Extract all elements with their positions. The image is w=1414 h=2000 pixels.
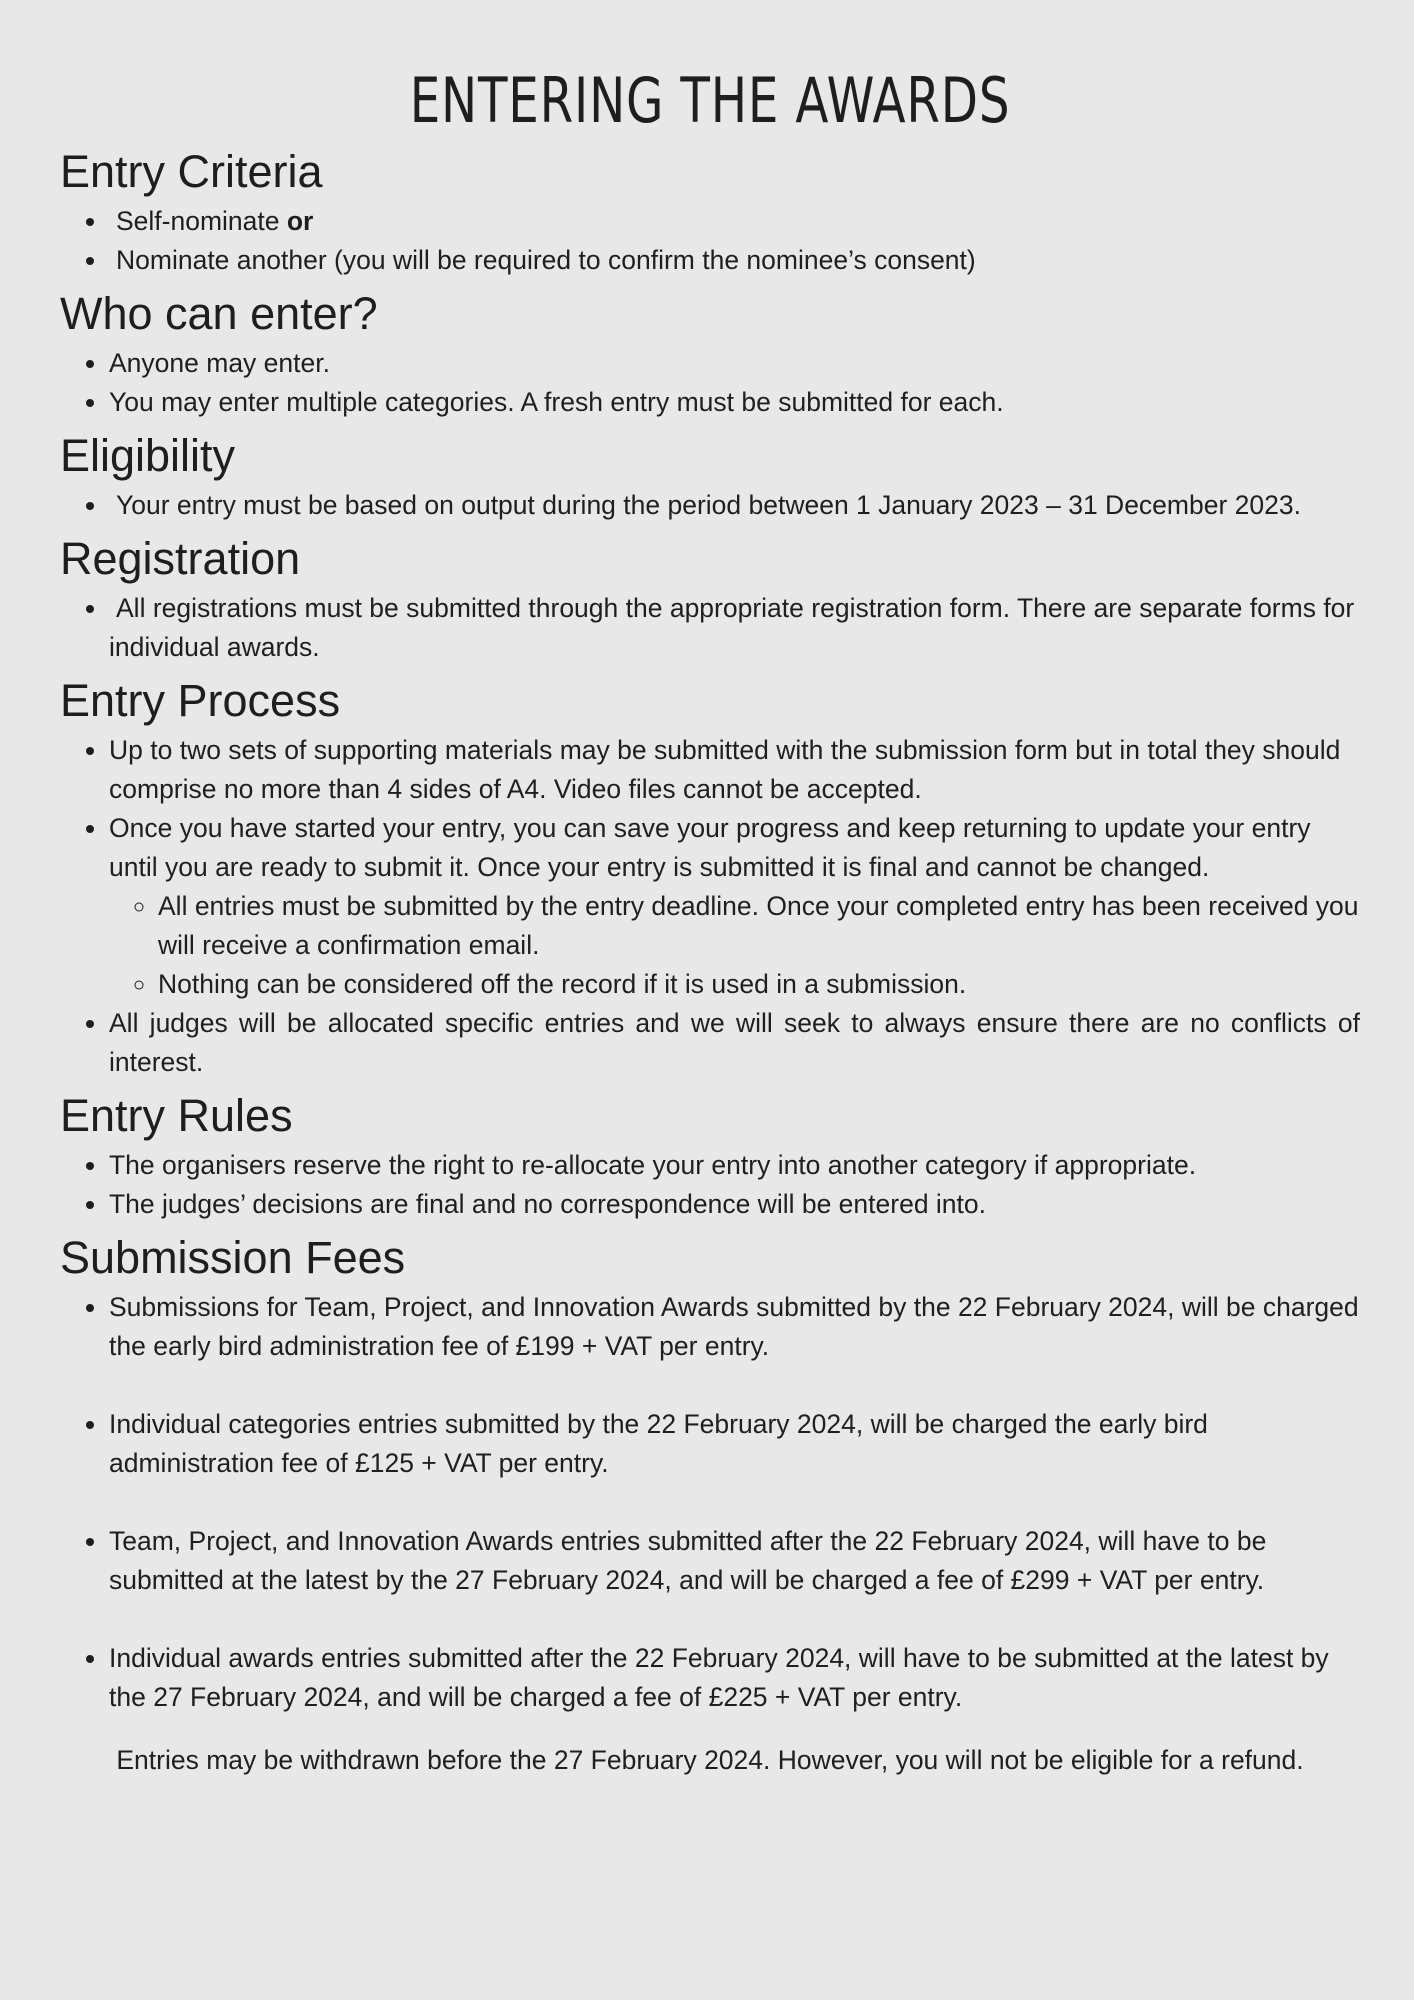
list-item-bold-text: or bbox=[286, 206, 314, 236]
list-item bbox=[109, 589, 1360, 667]
submission-fees-list bbox=[60, 1288, 1360, 1717]
list-item: • Submissions for Team, Project, and Innovation Awards submitted by the 22 February 2024, will be charged the early bird administration fee of £199 + VAT per entry. bbox=[109, 1288, 1360, 1366]
section-heading-submission-fees: Submission Fees bbox=[60, 1232, 406, 1283]
list-item-text: Self-nominate bbox=[116, 206, 287, 236]
who-can-enter-list bbox=[60, 344, 1360, 422]
list-item: • All judges will be allocated specific entries and we will seek to always ensure there are no conflicts of interest. bbox=[109, 1004, 1360, 1082]
list-item: • Up to two sets of supporting materials may be submitted with the submission form but in total they should comprise no more than 4 sides of A4. Video files cannot be accepted. bbox=[109, 731, 1360, 809]
registration-list bbox=[60, 589, 1360, 667]
sub-list-item: ◦ All entries must be submitted by the entry deadline. Once your completed entry has been received you will receive a confirmation email. bbox=[158, 887, 1360, 965]
list-item bbox=[109, 809, 1360, 1004]
section-heading-entry-process: Entry Process bbox=[60, 675, 341, 726]
list-item: • Nominate another (you will be required to confirm the nominee’s consent) bbox=[109, 241, 1360, 280]
list-item: • Individual categories entries submitted by the 22 February 2024, will be charged the early bird administration fee of £125 + VAT per entry. bbox=[109, 1405, 1360, 1483]
page-title: ENTERING THE AWARDS bbox=[409, 64, 1011, 137]
list-item: • The organisers reserve the right to re-allocate your entry into another category if appropriate. bbox=[109, 1146, 1360, 1185]
eligibility-list bbox=[60, 486, 1360, 525]
sub-list-item: ◦ Nothing can be considered off the record if it is used in a submission. bbox=[158, 965, 1360, 1004]
section-heading-entry-criteria: Entry Criteria bbox=[60, 146, 323, 197]
list-item-text: Once you have started your entry, you can save your progress and keep returning to update your entry until you are ready to submit it. Once your entry is submitted it is final and cannot be changed. bbox=[109, 813, 1311, 882]
entry-criteria-list bbox=[60, 202, 1360, 280]
section-heading-entry-rules: Entry Rules bbox=[60, 1090, 293, 1141]
entry-process-list bbox=[60, 731, 1360, 1082]
list-item bbox=[109, 486, 1360, 525]
entry-rules-list bbox=[60, 1146, 1360, 1224]
refund-note: Entries may be withdrawn before the 27 February 2024. However, you will not be eligible for a refund. bbox=[116, 1745, 1304, 1775]
list-item-text: Your entry must be based on output during the period between 1 January 2023 – 31 December 2023. bbox=[116, 490, 1301, 520]
section-heading-who-can-enter: Who can enter? bbox=[60, 288, 378, 339]
list-item: • The judges’ decisions are final and no correspondence will be entered into. bbox=[109, 1185, 1360, 1224]
list-item bbox=[109, 202, 1360, 241]
entry-process-sublist bbox=[109, 887, 1360, 1004]
list-item: • Team, Project, and Innovation Awards entries submitted after the 22 February 2024, will have to be submitted at the latest by the 27 February 2024, and will be charged a fee of £299 + VAT per entry. bbox=[109, 1522, 1360, 1600]
section-heading-eligibility: Eligibility bbox=[60, 430, 236, 481]
list-item: • You may enter multiple categories. A fresh entry must be submitted for each. bbox=[109, 383, 1360, 422]
list-item: • Anyone may enter. bbox=[109, 344, 1360, 383]
list-item: • Individual awards entries submitted after the 22 February 2024, will have to be submitted at the latest by the 27 February 2024, and will be charged a fee of £225 + VAT per entry. bbox=[109, 1639, 1360, 1717]
section-heading-registration: Registration bbox=[60, 533, 301, 584]
document-page bbox=[60, 64, 1360, 1807]
list-item-text: All registrations must be submitted through the appropriate registration form. There are separate forms for individual awards. bbox=[109, 593, 1355, 662]
